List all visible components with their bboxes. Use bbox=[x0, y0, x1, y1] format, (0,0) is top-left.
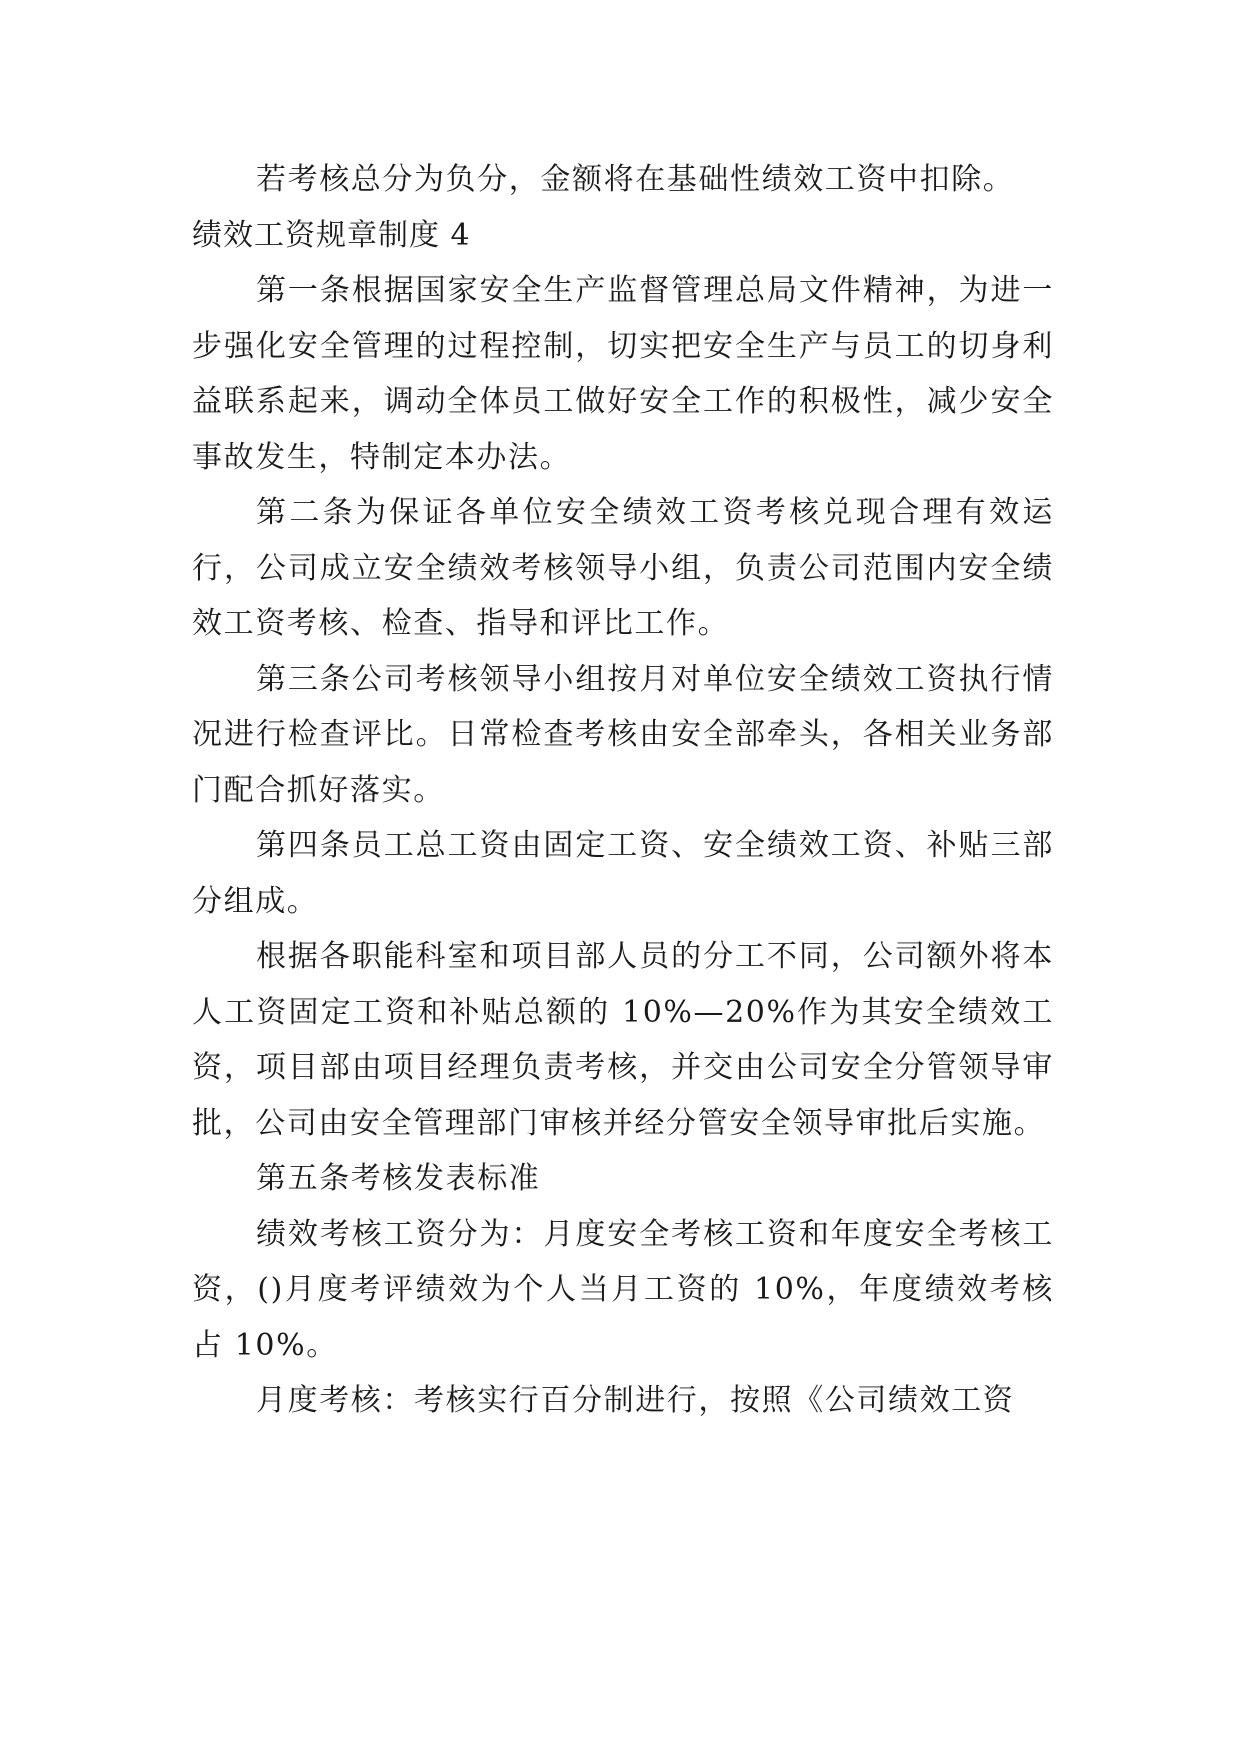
paragraph-deduction-note: 若考核总分为负分，金额将在基础性绩效工资中扣除。 bbox=[256, 162, 1015, 197]
paragraph-article-1: 第一条根据国家安全生产监督管理总局文件精神，为进一步强化安全管理的过程控制，切实把安全生产与员工的切身利益联系起来，调动全体员工做好安全工作的积极性，减少安全事故发生，特制定本办法。 bbox=[192, 273, 1054, 475]
document-body bbox=[192, 152, 1054, 1429]
paragraph-article-5: 第五条考核发表标准 bbox=[256, 1161, 541, 1196]
paragraph-article-4: 第四条员工总工资由固定工资、安全绩效工资、补贴三部分组成。 bbox=[192, 828, 1054, 919]
paragraph-performance-split: 绩效考核工资分为：月度安全考核工资和年度安全考核工资，()月度考评绩效为个人当月工资的 10%，年度绩效考核占 10%。 bbox=[192, 1216, 1054, 1363]
section-title: 绩效工资规章制度 4 bbox=[192, 217, 471, 253]
paragraph-article-2: 第二条为保证各单位安全绩效工资考核兑现合理有效运行，公司成立安全绩效考核领导小组，负责公司范围内安全绩效工资考核、检查、指导和评比工作。 bbox=[192, 495, 1054, 641]
paragraph-monthly-assessment: 月度考核：考核实行百分制进行，按照《公司绩效工资 bbox=[256, 1383, 1015, 1418]
paragraph-salary-allocation: 根据各职能科室和项目部人员的分工不同，公司额外将本人工资固定工资和补贴总额的 10%—20%作为其安全绩效工资，项目部由项目经理负责考核，并交由公司安全分管领导审批，公司由安全管理部门审核并经分管安全领导审批后实施。 bbox=[192, 939, 1054, 1141]
paragraph-article-3: 第三条公司考核领导小组按月对单位安全绩效工资执行情况进行检查评比。日常检查考核由安全部牵头，各相关业务部门配合抓好落实。 bbox=[192, 661, 1054, 808]
